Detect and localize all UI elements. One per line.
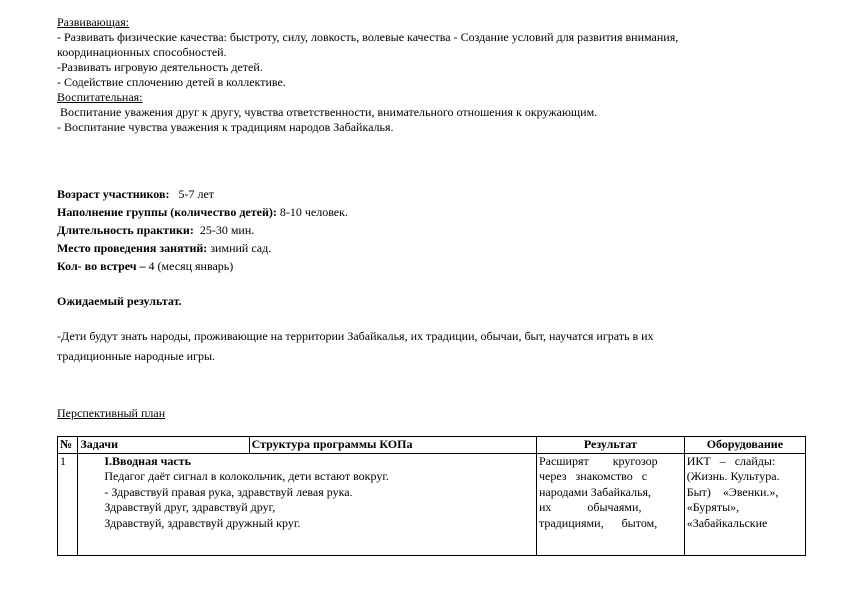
structure-title: I.Вводная часть xyxy=(104,453,191,468)
table-header-row xyxy=(58,437,806,454)
plan-heading-wrap xyxy=(57,406,165,421)
developing-line: - Развивать физические качества: быстроту, силу, ловкость, волевые качества - Создание условий для развития внимания, xyxy=(57,30,679,44)
info-value: зимний сад. xyxy=(207,241,272,255)
info-meetings xyxy=(57,257,348,275)
result-line: традициями, бытом, xyxy=(538,515,658,530)
info-group-size xyxy=(57,203,348,221)
cell-num: 1 xyxy=(58,453,78,555)
educational-line: Воспитание уважения друг к другу, чувства ответственности, внимательного отношения к окружающим. xyxy=(57,105,598,119)
developing-line: координационных способностей. xyxy=(57,45,227,59)
developing-line: -Развивать игровую деятельность детей. xyxy=(57,60,263,74)
equipment-line: (Жизнь. Культура. xyxy=(686,469,780,483)
structure-line: Педагог даёт сигнал в колокольчик, дети встают вокруг. xyxy=(104,469,389,483)
expected-heading: Ожидаемый результат. xyxy=(57,294,182,308)
expected-line: традиционные народные игры. xyxy=(57,349,216,363)
plan-table xyxy=(57,436,806,556)
developing-line: - Содействие сплочению детей в коллективе. xyxy=(57,75,286,89)
header-result: Результат xyxy=(536,437,684,454)
structure-line: - Здравствуй правая рука, здравствуй левая рука. xyxy=(104,484,353,499)
result-line: их обычаями, xyxy=(538,500,642,514)
info-age xyxy=(57,185,348,203)
result-line: Расширят кругозор xyxy=(538,453,658,468)
educational-heading: Воспитательная: xyxy=(57,90,143,104)
developing-section xyxy=(57,15,678,135)
info-duration xyxy=(57,221,348,239)
equipment-line: Быт) «Эвенки.», xyxy=(686,484,779,499)
equipment-line: ИКТ – слайды: xyxy=(686,453,776,468)
cell-result xyxy=(536,453,684,555)
header-num: № xyxy=(58,437,78,454)
info-location xyxy=(57,239,348,257)
info-value: 25-30 мин. xyxy=(193,223,255,237)
info-label: Возраст участников: xyxy=(57,187,170,201)
header-equipment: Оборудование xyxy=(684,437,805,454)
info-label: Кол- во встреч – xyxy=(57,259,149,273)
structure-line: Здравствуй, здравствуй дружный круг. xyxy=(104,515,301,530)
result-line: через знакомство с xyxy=(538,469,648,483)
info-label: Наполнение группы (количество детей): xyxy=(57,205,277,219)
equipment-line: «Буряты», xyxy=(686,500,740,514)
header-structure: Структура программы КОПа xyxy=(249,437,536,454)
plan-heading: Перспективный план xyxy=(57,406,166,420)
result-line: народами Забайкалья, xyxy=(538,484,652,499)
header-tasks: Задачи xyxy=(78,437,249,454)
info-label: Длительность практики: xyxy=(57,223,194,237)
info-value: 5-7 лет xyxy=(169,187,215,201)
educational-line: - Воспитание чувства уважения к традициям народов Забайкалья. xyxy=(57,120,394,134)
structure-line: Здравствуй друг, здравствуй друг, xyxy=(104,500,276,514)
info-label: Место проведения занятий: xyxy=(57,241,208,255)
expected-section xyxy=(57,294,182,309)
cell-structure xyxy=(78,453,537,555)
developing-heading: Развивающая: xyxy=(57,15,130,29)
cell-equipment xyxy=(684,453,805,555)
info-value: 4 (месяц январь) xyxy=(148,259,234,273)
info-value: 8-10 человек. xyxy=(276,205,348,219)
info-section xyxy=(57,185,348,275)
expected-line: -Дети будут знать народы, проживающие на территории Забайкалья, их традиции, обычаи, быт, научатся играть в их xyxy=(57,329,654,343)
equipment-line: «Забайкальские xyxy=(686,515,768,530)
table-row xyxy=(58,453,806,555)
expected-body xyxy=(57,326,654,366)
